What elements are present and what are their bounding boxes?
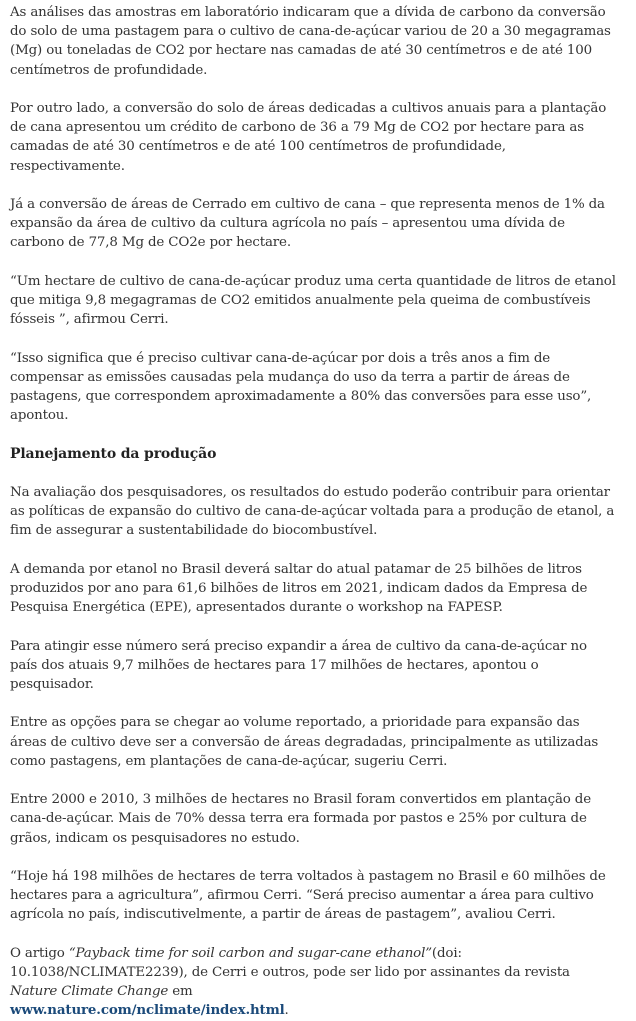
paragraph-2000-2010-conversion: Entre 2000 e 2010, 3 milhões de hectares no Brasil foram convertidos em plantação de cana-de-açúcar. Mais de 70% dessa terra era formada por pastos e 25% por cultura de grãos, indicam os pesquisadores no estudo. — [10, 792, 591, 846]
paragraph-ethanol-demand: A demanda por etanol no Brasil deverá saltar do atual patamar de 25 bilhões de litros produzidos por ano para 61,6 bilhões de litros em 2021, indicam dados da Empresa de Pesquisa Energética (EPE), apresentados durante o workshop na FAPESP. — [10, 561, 588, 616]
reference-article-title: “Payback time for soil carbon and sugar-cane ethanol” — [68, 945, 432, 961]
paragraph-researchers-evaluation: Na avaliação dos pesquisadores, os resultados do estudo poderão contribuir para orientar as políticas de expansão do cultivo de cana-de-açúcar voltada para a produção de etanol, a fim de assegurar a sustentabilidade do biocombustível. — [10, 484, 615, 539]
paragraph-quote-ethanol-mitigation: “Um hectare de cultivo de cana-de-açúcar produz uma certa quantidade de litros de etanol que mitiga 9,8 megagramas de CO2 emitidos anualmente pela queima de combustíveis fósseis ”, afirmou Cerri. — [10, 273, 616, 328]
reference-journal-name: Nature Climate Change — [10, 984, 169, 1000]
reference-prefix: O artigo — [10, 945, 69, 961]
paragraph-quote-payback-years: “Isso significa que é preciso cultivar cana-de-açúcar por dois a três anos a fim de compensar as emissões causadas pela mudança do uso da terra a partir de áreas de pastagens, que correspondem aproximadamente a 80% das conversões para esse uso”, apontou. — [10, 350, 592, 424]
nature-journal-link[interactable]: www.nature.com/nclimate/index.html — [10, 1002, 285, 1019]
article-body — [0, 3, 616, 1021]
paragraph-article-reference — [10, 944, 616, 1021]
reference-before-link: em — [168, 984, 193, 1000]
paragraph-carbon-debt-pasture: As análises das amostras em laboratório indicaram que a dívida de carbono da conversão do solo de uma pastagem para o cultivo de cana-de-açúcar variou de 20 a 30 megagramas (Mg) ou toneladas de CO2 por hectare nas camadas de até 30 centímetros e de até 100 centímetros de profundidade. — [10, 5, 611, 78]
reference-suffix: . — [284, 1003, 289, 1019]
paragraph-cerrado-conversion: Já a conversão de áreas de Cerrado em cultivo de cana – que representa menos de 1% da expansão da área de cultivo da cultura agrícola no país – apresentou uma dívida de carbono de 77,8 Mg de CO2e por hectare. — [10, 197, 605, 251]
paragraph-degraded-areas: Entre as opções para se chegar ao volume reportado, a prioridade para expansão das áreas de cultivo deve ser a conversão de áreas degradadas, principalmente as utilizadas como pastagens, em plantações de cana-de-açúcar, sugeriu Cerri. — [10, 715, 599, 769]
reference-doi-text: (doi: 10.1038/NCLIMATE2239), de Cerri e outros, pode ser lido por assinantes da revista — [10, 945, 570, 980]
paragraph-carbon-credit-annual-crops: Por outro lado, a conversão do solo de áreas dedicadas a cultivos anuais para a plantação de cana apresentou um crédito de carbono de 36 a 79 Mg de CO2 por hectare para as camadas de até 30 centímetros e de até 100 centímetros de profundidade, respectivamente. — [10, 101, 607, 174]
paragraph-area-expansion: Para atingir esse número será preciso expandir a área de cultivo da cana-de-açúcar no país dos atuais 9,7 milhões de hectares para 17 milhões de hectares, apontou o pesquisador. — [10, 638, 587, 692]
paragraph-quote-pasture-hectares: “Hoje há 198 milhões de hectares de terra voltados à pastagem no Brasil e 60 milhões de hectares para a agricultura”, afirmou Cerri. “Será preciso aumentar a área para cultivo agrícola no país, indiscutivelmente, a partir de áreas de pastagem”, avaliou Cerri. — [10, 868, 606, 923]
section-heading: Planejamento da produção — [10, 445, 217, 462]
